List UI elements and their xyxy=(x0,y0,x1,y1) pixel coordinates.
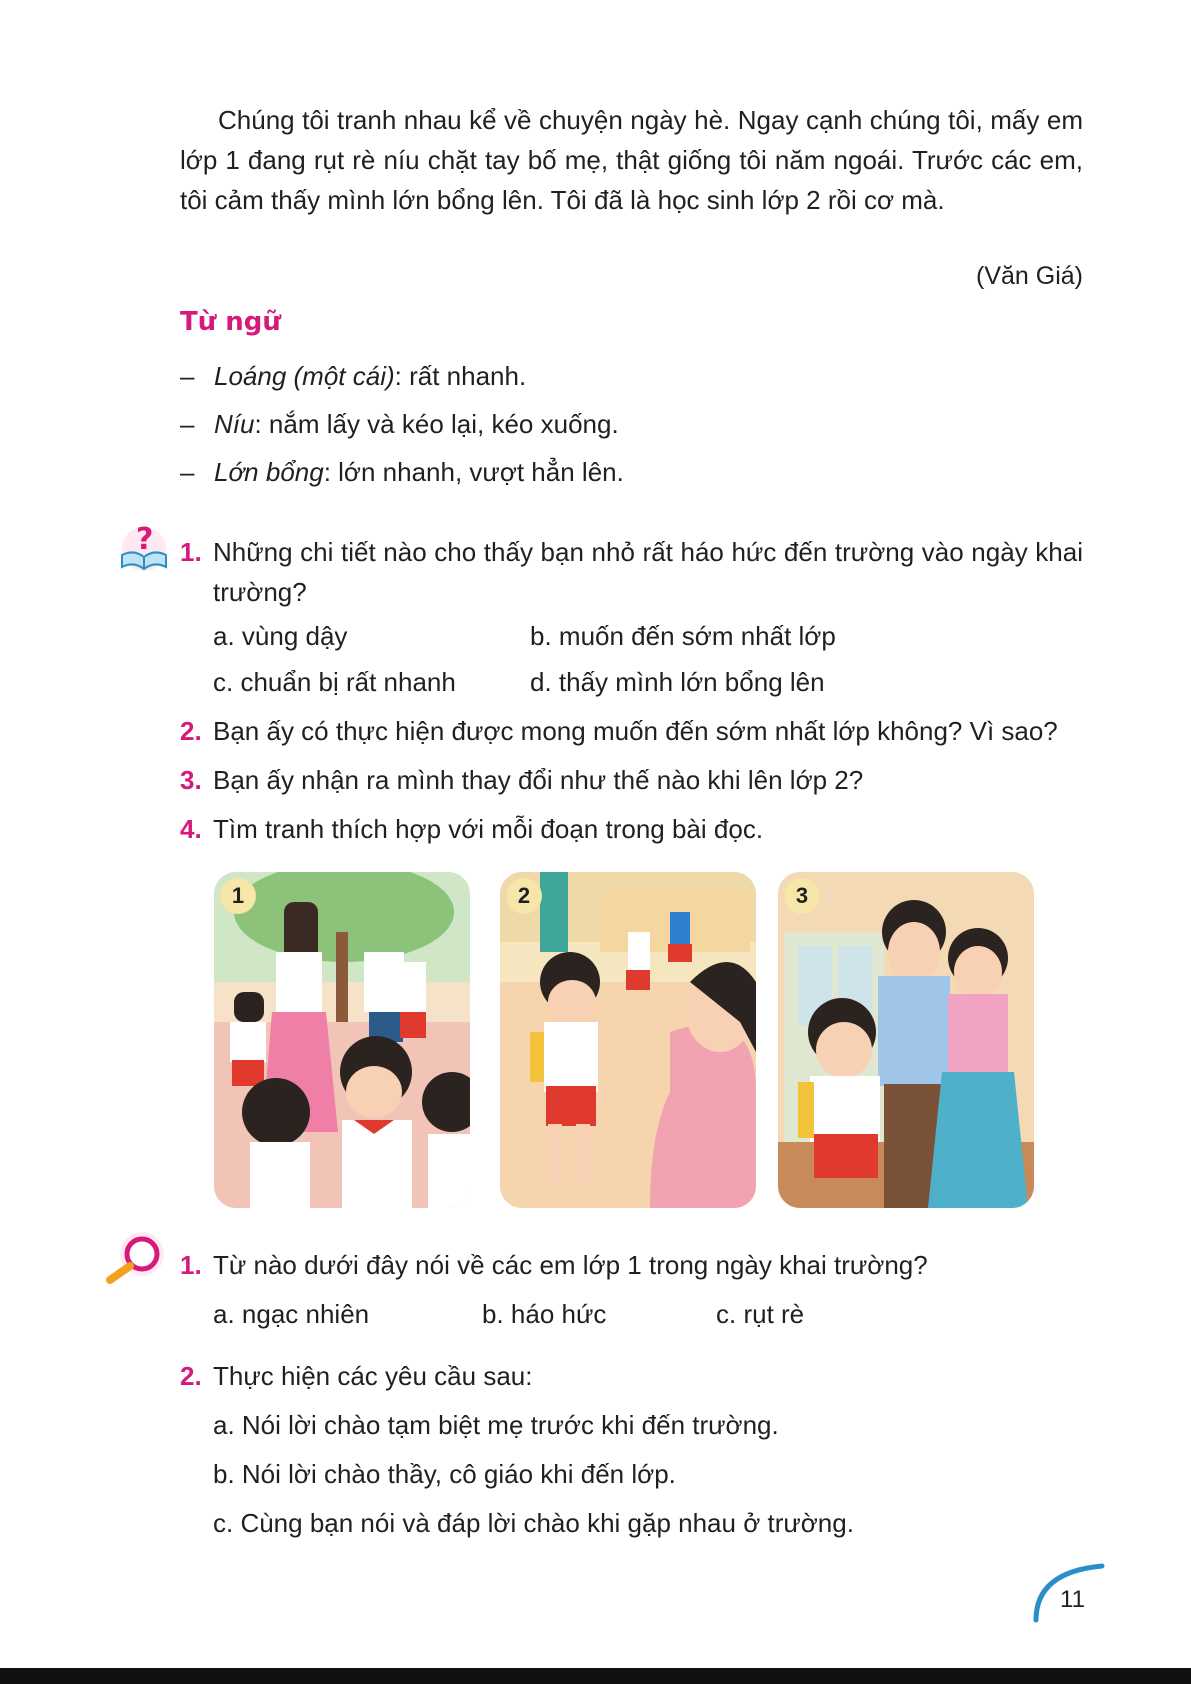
vocab-def: : lớn nhanh, vượt hẳn lên. xyxy=(323,457,624,487)
vocab-title: Từ ngữ xyxy=(180,307,281,337)
practice-question-2: 2. Thực hiện các yêu cầu sau: xyxy=(180,1361,533,1391)
practice-option-a: a. ngạc nhiên xyxy=(213,1299,370,1329)
practice-option-c: c. rụt rè xyxy=(716,1299,805,1329)
page-number: 11 xyxy=(1060,1586,1085,1613)
vocab-list xyxy=(180,356,624,500)
bottom-border xyxy=(0,1668,1191,1684)
reading-question-1-number: 1. xyxy=(180,537,202,567)
practice-question-1: 1. Từ nào dưới đây nói về các em lớp 1 trong ngày khai trường? xyxy=(180,1250,928,1280)
vocab-item: – Loáng (một cái): rất nhanh. xyxy=(180,361,527,391)
illustration-label: 1 xyxy=(220,878,256,914)
practice-item-a: a. Nói lời chào tạm biệt mẹ trước khi đến trường. xyxy=(213,1410,779,1440)
question-book-icon xyxy=(114,521,174,573)
reading-question-2: 2. Bạn ấy có thực hiện được mong muốn đến sớm nhất lớp không? Vì sao? xyxy=(180,716,1058,746)
practice-option-b: b. háo hức xyxy=(482,1299,607,1329)
reading-question-1: Những chi tiết nào cho thấy bạn nhỏ rất háo hức đến trường vào ngày khai trường? xyxy=(213,537,1083,607)
page-number-badge xyxy=(1022,1558,1112,1628)
option-c: c. chuẩn bị rất nhanh xyxy=(213,667,456,697)
vocab-term: Níu xyxy=(214,409,255,439)
option-a: a. vùng dậy xyxy=(213,621,348,651)
practice-item-b: b. Nói lời chào thầy, cô giáo khi đến lớp. xyxy=(213,1459,676,1489)
svg-text:?: ? xyxy=(136,522,154,557)
illustration-1 xyxy=(214,872,470,1208)
illustration-1-art xyxy=(214,872,470,1208)
illustration-label: 2 xyxy=(506,878,542,914)
vocab-def: : nắm lấy và kéo lại, kéo xuống. xyxy=(254,409,619,439)
illustration-3-art xyxy=(778,872,1034,1208)
illustration-label: 3 xyxy=(784,878,820,914)
reading-question-3: 3. Bạn ấy nhận ra mình thay đổi như thế nào khi lên lớp 2? xyxy=(180,765,864,795)
magnifier-icon xyxy=(102,1230,168,1286)
author-credit: (Văn Giá) xyxy=(976,262,1083,290)
practice-item-c: c. Cùng bạn nói và đáp lời chào khi gặp nhau ở trường. xyxy=(213,1508,854,1538)
passage-paragraph: Chúng tôi tranh nhau kể về chuyện ngày hè. Ngay cạnh chúng tôi, mấy em lớp 1 đang rụt rè níu chặt tay bố mẹ, thật giống tôi năm ngoái. Trước các em, tôi cảm thấy mình lớn bổng lên. Tôi đã là học sinh lớp 2 rồi cơ mà. xyxy=(180,105,1083,215)
vocab-item: – Lớn bổng: lớn nhanh, vượt hẳn lên. xyxy=(180,457,624,487)
option-d: d. thấy mình lớn bổng lên xyxy=(530,667,825,697)
illustration-2-art xyxy=(500,872,756,1208)
vocab-term: Lớn bổng xyxy=(214,457,324,487)
vocab-def: : rất nhanh. xyxy=(394,361,527,391)
illustration-3 xyxy=(778,872,1034,1208)
illustration-2 xyxy=(500,872,756,1208)
vocab-item: – Níu: nắm lấy và kéo lại, kéo xuống. xyxy=(180,409,619,439)
reading-question-4: 4. Tìm tranh thích hợp với mỗi đoạn trong bài đọc. xyxy=(180,814,764,844)
option-b: b. muốn đến sớm nhất lớp xyxy=(530,621,836,651)
vocab-term: Loáng (một cái) xyxy=(214,361,395,391)
